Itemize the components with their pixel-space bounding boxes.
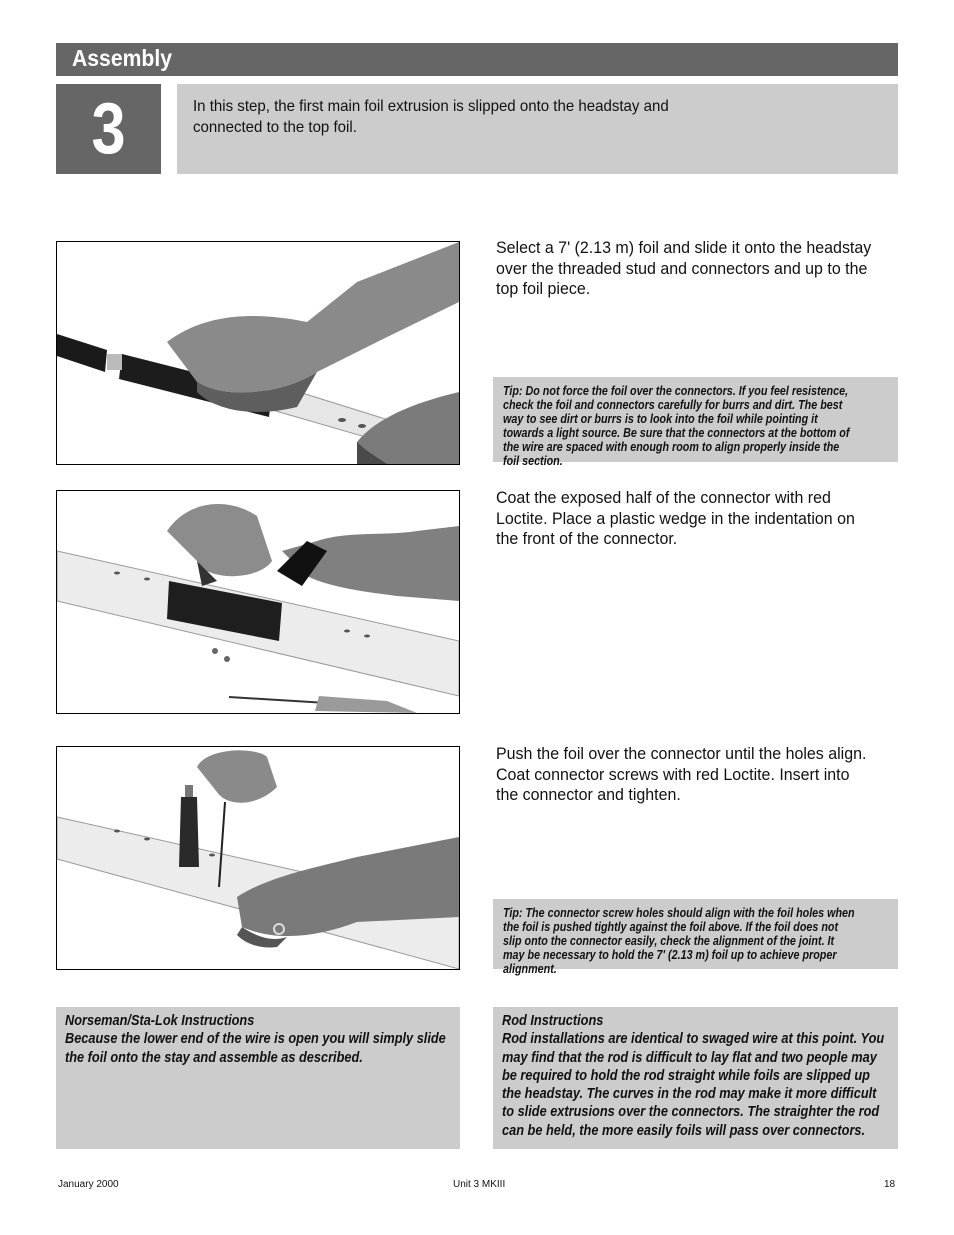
step-2-text: Coat the exposed half of the connector with red Loctite. Place a plastic wedge in the indentation on the front of the connector.	[496, 488, 855, 548]
tip-box-3	[493, 899, 898, 976]
photo-apply-loctite-illustration	[57, 491, 459, 713]
section-header	[56, 43, 898, 76]
tip-3-text: Tip: The connector screw holes should align with the foil holes when the foil is pushed tightly against the foil above. If the foil does not slip onto the connector easily, check the alignment of the joint. It may be necessary to hold the 7' (2.13 m) foil up to achieve proper alignment.	[503, 906, 855, 976]
step-number-box	[56, 84, 161, 174]
step-intro-box	[177, 84, 898, 174]
norseman-instructions-box	[56, 1007, 460, 1149]
rod-instructions-body: Rod installations are identical to swaged wire at this point. You may find that the rod is difficult to lay flat and two people may be required to hold the rod straight while foils are slipped up the headstay. The curves in the rod may make it more difficult to slide extrusions over the connectors. The straighter the rod can be held, the more easily foils will pass over connectors.	[502, 1031, 885, 1139]
norseman-instructions-body: Because the lower end of the wire is open you will simply slide the foil onto the stay and assemble as described.	[65, 1031, 446, 1066]
photo-insert-screws	[56, 746, 460, 970]
step-number: 3	[91, 89, 126, 169]
rod-instructions-box	[493, 1007, 898, 1149]
rod-instructions-title: Rod Instructions	[502, 1013, 604, 1029]
photo-slide-foil	[56, 241, 460, 465]
footer-date: January 2000	[58, 1179, 119, 1190]
photo-apply-loctite	[56, 490, 460, 714]
photo-insert-screws-illustration	[57, 747, 459, 969]
section-title: Assembly	[72, 45, 172, 71]
norseman-instructions-title: Norseman/Sta-Lok Instructions	[65, 1013, 255, 1029]
step-intro-text: In this step, the first main foil extrusion is slipped onto the headstay and connected to the top foil.	[193, 98, 669, 136]
footer-page-number: 18	[884, 1179, 896, 1190]
step-3-text: Push the foil over the connector until the holes align. Coat connector screws with red Loctite. Insert into the connector and tighten.	[496, 744, 867, 804]
tip-box-1	[493, 377, 898, 468]
step-1-text: Select a 7' (2.13 m) foil and slide it onto the headstay over the threaded stud and connectors and up to the top foil piece.	[496, 238, 872, 298]
footer-unit: Unit 3 MKIII	[453, 1179, 506, 1190]
photo-slide-foil-illustration	[57, 242, 459, 464]
tip-1-text: Tip: Do not force the foil over the connectors. If you feel resistence, check the foil and connectors carefully for burrs and dirt. The best way to see dirt or burrs is to look into the foil while pointing it towards a light source. Be sure that the connectors at the bottom of the wire are spaced with enough room to align properly inside the foil section.	[503, 384, 850, 468]
